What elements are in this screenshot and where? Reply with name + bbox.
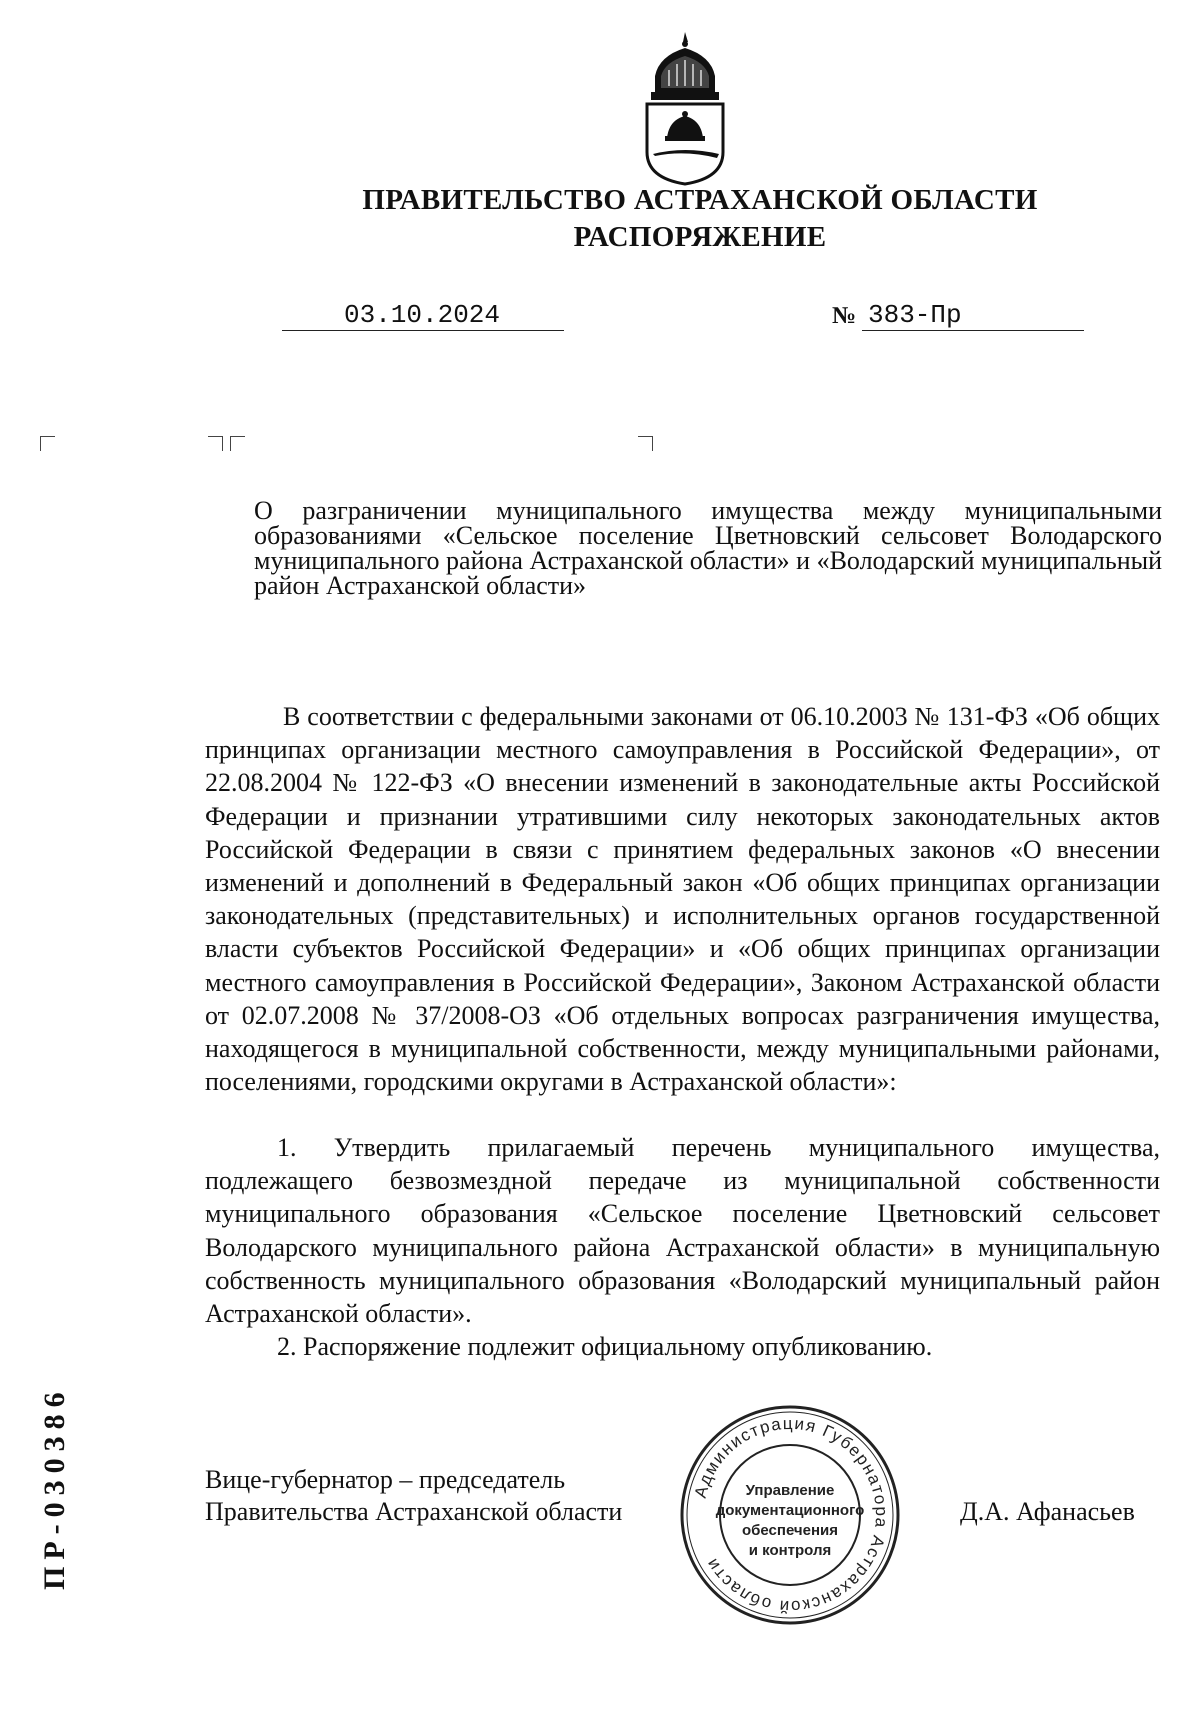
official-stamp — [678, 1403, 902, 1627]
coat-of-arms-emblem — [625, 28, 745, 188]
number-sign: № — [832, 303, 857, 329]
corner-mark — [230, 436, 245, 451]
document-subject: О разграничении муниципального имущества между муниципальными образованиями «Сельское поселение Цветновский сельсовет Володарского муниципального района Астраханской области» и «Володарский муниципальный район Астраханской области» — [254, 496, 1162, 600]
corner-mark — [638, 436, 653, 451]
corner-mark — [208, 436, 223, 451]
stamp-ring-text: Администрация Губернатора Астраханской области — [690, 1413, 892, 1617]
signer-position-line-1: Вице-губернатор – председатель — [205, 1465, 566, 1494]
document-date: 03.10.2024 — [343, 300, 501, 330]
stamp-center-line: и контроля — [748, 1542, 832, 1559]
preamble-paragraph: В соответствии с федеральными законами от 06.10.2003 № 131-ФЗ «Об общих принципах организации местного самоуправления в Российской Федерации», от 22.08.2004 № 122-ФЗ «О внесении изменений в законодательные акты Российской Федерации и признании утратившими силу некоторых законодательных актов Российской Федерации в связи с принятием федеральных законов «О внесении изменений и дополнений в Федеральный закон «Об общих принципах организации законодательных (представительных) и исполнительных органов государственной власти субъектов Российской Федерации» и «Об общих принципах организации местного самоуправления в Российской Федерации», Законом Астраханской области от 02.07.2008 № 37/2008-ОЗ «Об отдельных вопросах разграничения имущества, находящегося в муниципальной собственности, между муниципальными районами, поселениями, городскими округами в Астраханской области»: — [205, 702, 1160, 1097]
signer-position-line-2: Правительства Астраханской области — [205, 1497, 623, 1526]
signer-name: Д.А. Афанасьев — [960, 1497, 1135, 1526]
number-underline — [862, 330, 1084, 331]
margin-registration-code: ПР-030386 — [38, 1385, 71, 1590]
stamp-center-line: Управление — [745, 1482, 835, 1499]
item-1-paragraph: 1. Утвердить прилагаемый перечень муниципального имущества, подлежащего безвозмездной передаче из муниципальной собственности муниципального образования «Сельское поселение Цветновский сельсовет Володарского муниципального района Астраханской области» в муниципальную собственность муниципального образования «Володарский муниципальный район Астраханской области». — [205, 1133, 1160, 1329]
stamp-center-line: документационного — [715, 1502, 865, 1519]
item-2-paragraph: 2. Распоряжение подлежит официальному опубликованию. — [277, 1332, 933, 1361]
stamp-center-line: обеспечения — [741, 1522, 839, 1539]
document-number: 383-Пр — [868, 300, 962, 330]
corner-mark — [40, 436, 55, 451]
government-title: ПРАВИТЕЛЬСТВО АСТРАХАНСКОЙ ОБЛАСТИ — [362, 184, 1038, 216]
date-underline — [282, 330, 564, 331]
document-type-title: РАСПОРЯЖЕНИЕ — [573, 221, 827, 253]
